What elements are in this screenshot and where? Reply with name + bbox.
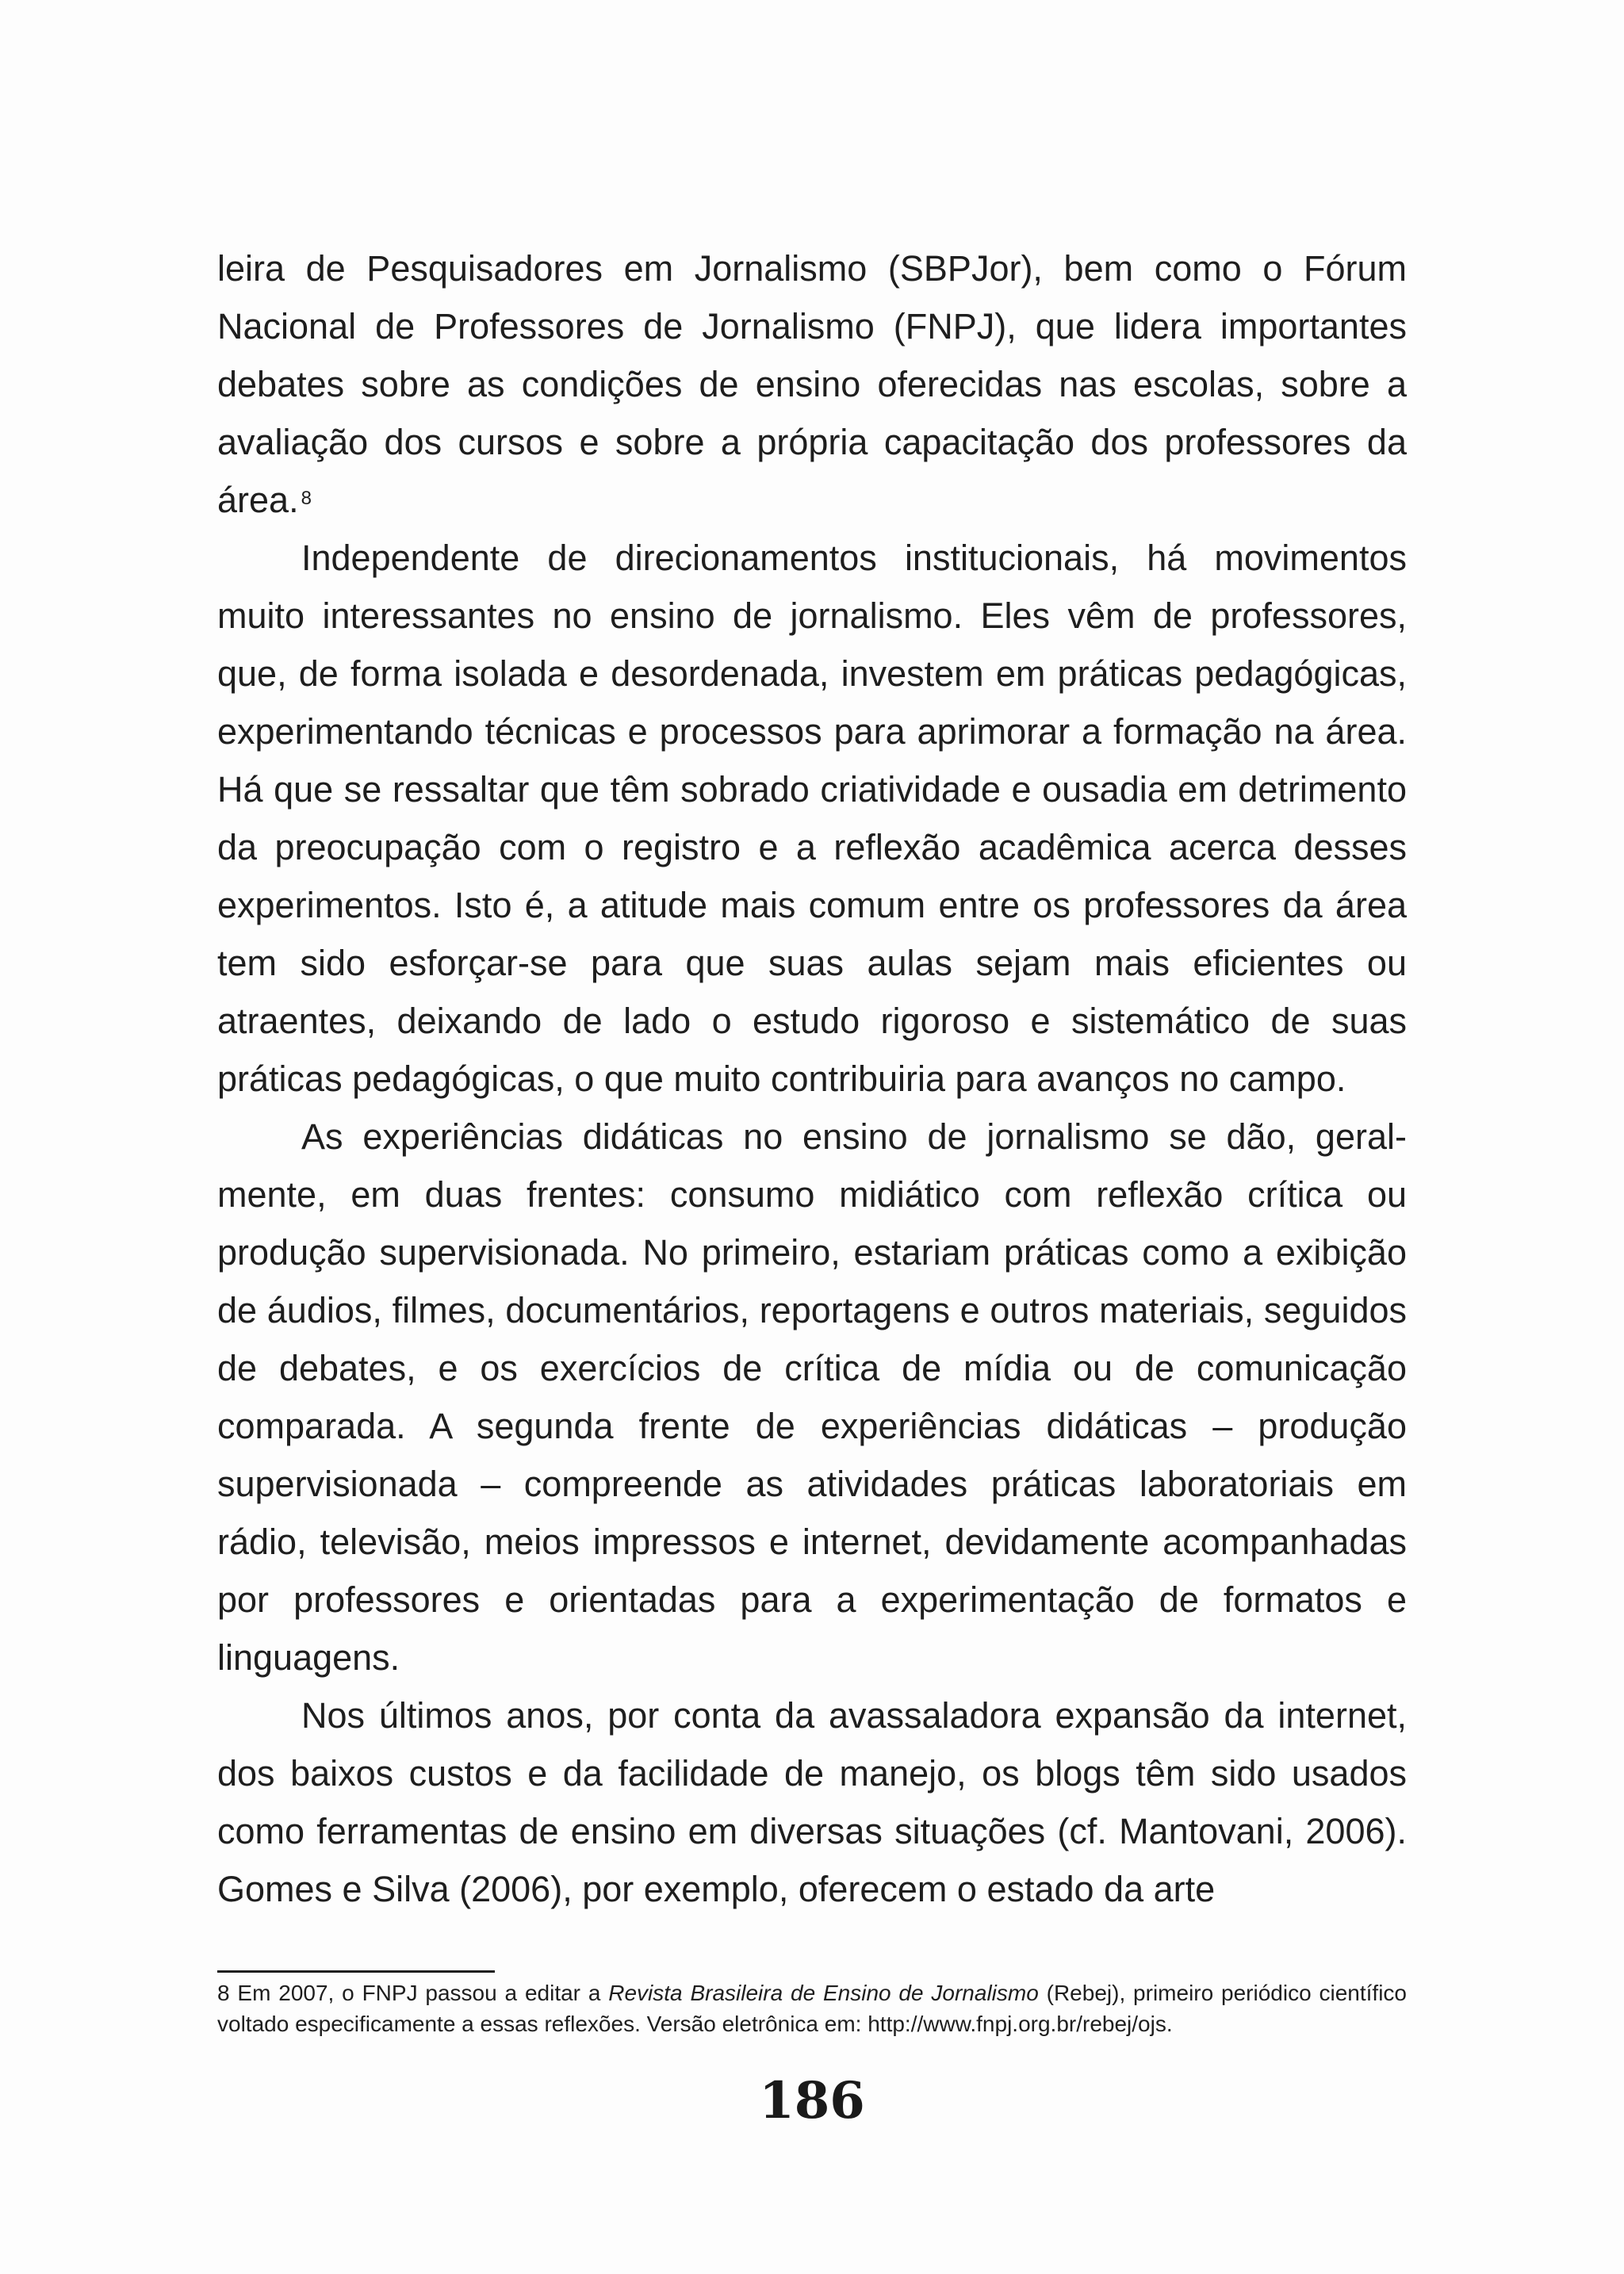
body-text: [217, 239, 1407, 1918]
paragraph-4: Nos últimos anos, por conta da avassaladora expansão da internet, dos baixos custos e da facilidade de manejo, os blogs têm sido usados como ferramentas de ensino em diversas situações (cf. Mantovani, 2006). Gomes e Silva (2006), por exemplo, oferecem o estado da arte: [217, 1695, 1407, 1909]
footnote-text-after: (Rebej), primeiro periódico científico voltado especificamente a essas reflexões. Versão eletrônica em: http://www.fnpj.org.br/rebej/ojs.: [217, 1981, 1407, 2036]
footnote-number: 8: [217, 1981, 230, 2005]
footnote-journal-title: Revista Brasileira de Ensino de Jornalismo: [608, 1981, 1039, 2005]
footnote-reference: 8: [301, 488, 312, 509]
paragraph-1-text: leira de Pesquisadores em Jornalismo (SBPJor), bem como o Fórum Nacional de Professores de Jornalismo (FNPJ), que lidera importantes debates sobre as condições de ensino oferecidas nas escolas, sobre a avaliação dos cursos e sobre a própria capacitação dos professores da área.: [217, 248, 1407, 520]
page-number: 186: [759, 2071, 865, 2130]
paragraph-3: As experiências didáticas no ensino de jornalismo se dão, geralmente, em duas frentes: consumo midiático com reflexão crítica ou produção supervisionada. No primeiro, estariam práticas como a exibição de áudios, filmes, documentários, reportagens e outros materiais, seguidos de debates, e os exercícios de crítica de mídia ou de comunicação comparada. A segunda frente de experiências didáticas – produção supervisionada – compreende as atividades práticas laboratoriais em rádio, televisão, meios impressos e internet, devidamente acompanhadas por professores e orientadas para a experimentação de formatos e linguagens.: [217, 1116, 1407, 1678]
paragraph-2: Independente de direcionamentos institucionais, há movimentos muito interessantes no ensino de jornalismo. Eles vêm de professores, que, de forma isolada e desordenada, investem em práticas pedagógicas, experimentando técnicas e processos para aprimorar a formação na área. Há que se ressaltar que têm sobrado criatividade e ousadia em detrimento da preocupação com o registro e a reflexão acadêmica acerca desses experimentos. Isto é, a atitude mais comum entre os professores da área tem sido esforçar-se para que suas aulas sejam mais eficientes ou atraentes, deixando de lado o estudo rigoroso e sistemático de suas práticas pedagógicas, o que muito contribuiria para avanços no campo.: [217, 538, 1407, 1099]
footnote-text-before: Em 2007, o FNPJ passou a editar a: [237, 1981, 609, 2005]
footnote: [217, 1977, 1407, 2039]
paragraph-1: [217, 239, 1407, 529]
footnote-divider: [217, 1970, 495, 1973]
